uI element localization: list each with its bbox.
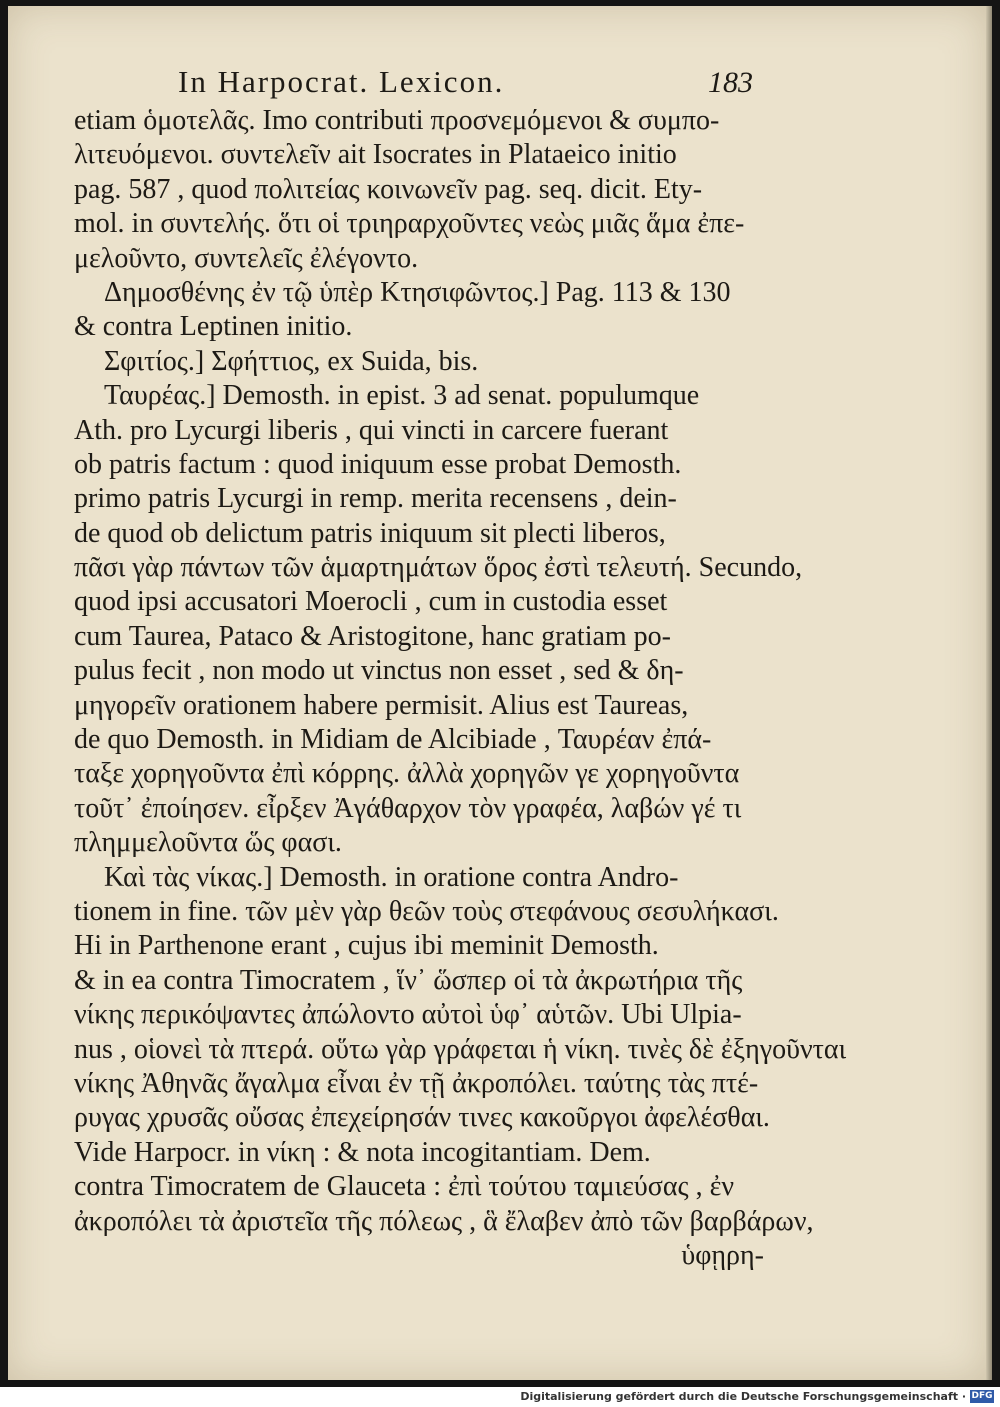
text-line: cum Taurea, Pataco & Aristogitone, hanc gratiam po- bbox=[74, 620, 672, 652]
text-line: & in ea contra Timocratem , ἵν᾽ ὥσπερ οἱ τὰ ἀκρωτήρια τῆς bbox=[74, 964, 743, 996]
text-line: pag. 587 , quod πολιτείας κοινωνεῖν pag. seq. dicit. Ety- bbox=[74, 173, 703, 205]
text-line: de quod ob delictum patris iniquum sit plecti liberos, bbox=[74, 517, 666, 549]
text-line: λιτευόμενοι. συντελεῖν ait Isocrates in Plataeico initio bbox=[74, 139, 677, 171]
text-line: ταξε χορηγοῦντα ἐπὶ κόρρης. ἀλλὰ χορηγῶν γε χορηγοῦντα bbox=[74, 758, 740, 790]
entry-lemma-line: Σφιτίος.] Σφήττιος, ex Suida, bis. bbox=[104, 345, 479, 377]
text-line: νίκης περικόψαντες ἀπώλοντο αὐτοὶ ὑφ᾽ αὑτῶν. Ubi Ulpia- bbox=[74, 999, 742, 1031]
catchword-line: ὑφῃρη- bbox=[681, 1239, 764, 1271]
text-line: contra Timocratem de Glauceta : ἐπὶ τούτου ταμιεύσας , ἐν bbox=[74, 1171, 735, 1203]
page-number: 183 bbox=[708, 66, 753, 99]
text-line: etiam ὁμοτελᾶς. Imo contributi προσνεμόμενοι & συμπο- bbox=[74, 105, 720, 136]
text-line: Ath. pro Lycurgi liberis , qui vincti in carcere fuerant bbox=[74, 414, 669, 446]
text-line: μελοῦντο, συντελεῖς ἐλέγοντο. bbox=[74, 242, 419, 274]
book-page bbox=[8, 6, 986, 1380]
text-line: νίκης Ἀθηνᾶς ἄγαλμα εἶναι ἐν τῇ ἀκροπόλει. ταύτης τὰς πτέ- bbox=[74, 1067, 759, 1099]
text-line: ρυγας χρυσᾶς οὔσας ἐπεχείρησάν τινες κακοῦργοι ἀφελέσθαι. bbox=[74, 1102, 770, 1134]
text-line: quod ipsi accusatori Moerocli , cum in custodia esset bbox=[74, 586, 668, 618]
page-edge bbox=[986, 6, 992, 1380]
text-line: πᾶσι γὰρ πάντων τῶν ἁμαρτημάτων ὅρος ἐστὶ τελευτή. Secundo, bbox=[74, 552, 803, 584]
text-line: nus , οἱονεὶ τὰ πτερά. οὕτω γὰρ γράφεται ἡ νίκη. τινὲς δὲ ἐξηγοῦνται bbox=[74, 1033, 847, 1065]
text-line: μηγορεῖν orationem habere permisit. Alius est Taureas, bbox=[74, 689, 689, 721]
entry-lemma-line: Καὶ τὰς νίκας.] Demosth. in oratione contra Andro- bbox=[104, 861, 679, 893]
text-line: πλημμελοῦντα ὥς φασι. bbox=[74, 827, 342, 859]
text-line: pulus fecit , non modo ut vinctus non esset , sed & δη- bbox=[74, 655, 684, 687]
text-line: primo patris Lycurgi in remp. merita recensens , dein- bbox=[74, 483, 677, 515]
entry-lemma-line: Δημοσθένης ἐν τῷ ὑπὲρ Κτησιφῶντος.] Pag. 113 & 130 bbox=[104, 276, 731, 308]
dfg-logo: DFG bbox=[971, 1391, 993, 1401]
text-line: ob patris factum : quod iniquum esse probat Demosth. bbox=[74, 448, 682, 480]
funding-credit: Digitalisierung gefördert durch die Deutsche Forschungsgemeinschaft · bbox=[520, 1390, 966, 1403]
text-line: & contra Leptinen initio. bbox=[74, 311, 353, 343]
text-line: Vide Harpocr. in νίκη : & nota incogitantiam. Dem. bbox=[74, 1136, 651, 1168]
text-line: de quo Demosth. in Midiam de Alcibiade , Ταυρέαν ἐπά- bbox=[74, 724, 712, 756]
entry-lemma-line: Ταυρέας.] Demosth. in epist. 3 ad senat. populumque bbox=[104, 380, 700, 412]
body-text bbox=[74, 104, 847, 1273]
running-title: In Harpocrat. Lexicon. bbox=[178, 64, 505, 99]
text-line: tionem in fine. τῶν μὲν γὰρ θεῶν τοὺς στεφάνους σεσυλήκασι. bbox=[74, 895, 779, 927]
text-line: mol. in συντελής. ὅτι οἱ τριηραρχοῦντες νεὼς μιᾶς ἅμα ἐπε- bbox=[74, 208, 745, 240]
text-line: τοῦτ᾽ ἐποίησεν. εἶρξεν Ἀγάθαρχον τὸν γραφέα, λαβών γέ τι bbox=[74, 792, 742, 824]
text-line: Hi in Parthenone erant , cujus ibi meminit Demosth. bbox=[74, 930, 659, 962]
text-line: ἀκροπόλει τὰ ἀριστεῖα τῆς πόλεως , ἃ ἔλαβεν ἀπὸ τῶν βαρβάρων, bbox=[74, 1205, 814, 1237]
